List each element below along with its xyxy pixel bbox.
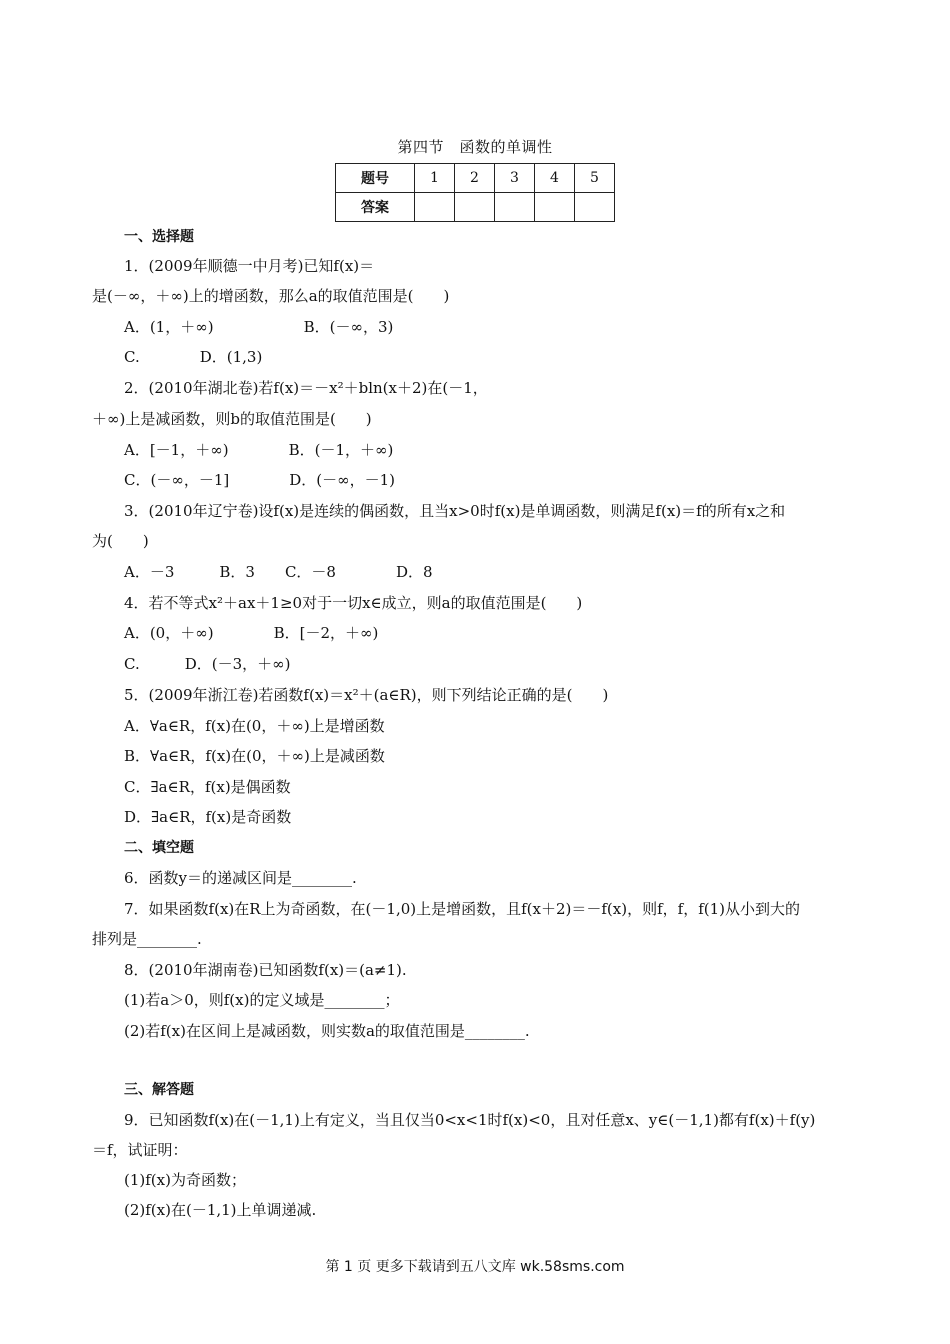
option-line: C. D．(1,3) (124, 348, 263, 366)
question-line: 1．(2009年顺德一中月考)已知f(x)＝ (124, 257, 375, 275)
question-line: 2．(2010年湖北卷)若f(x)＝－x²＋bln(x＋2)在(－1， (124, 379, 488, 397)
page-footer: 第 1 页 更多下载请到五八文库 wk.58sms.com (325, 1259, 625, 1275)
question-line: (2)若f(x)在区间上是减函数，则实数a的取值范围是________. (124, 1022, 530, 1040)
option-line: A．∀a∈R，f(x)在(0，＋∞)上是增函数 (124, 717, 385, 735)
table-cell-answer (575, 193, 615, 222)
question-line: ＝f，试证明： (92, 1141, 188, 1159)
table-cell-number: 2 (455, 164, 495, 193)
table-cell-answer (415, 193, 455, 222)
section-heading: 三、解答题 (124, 1082, 194, 1098)
question-line: 排列是________. (92, 930, 202, 948)
table-cell-answer (455, 193, 495, 222)
option-line: D．∃a∈R，f(x)是奇函数 (124, 808, 292, 826)
table-cell-number: 5 (575, 164, 615, 193)
option-line: A．(1，＋∞) B．(－∞，3) (124, 318, 394, 336)
question-line: 5．(2009年浙江卷)若函数f(x)＝x²＋(a∈R)，则下列结论正确的是( ) (124, 686, 609, 704)
table-row (336, 164, 615, 193)
page-title: 第四节 函数的单调性 (397, 138, 553, 156)
table-cell-number: 4 (535, 164, 575, 193)
table-row-header: 题号 (336, 164, 415, 193)
option-line: A．(0，＋∞) B．[－2，＋∞) (124, 624, 379, 642)
option-line: C．∃a∈R，f(x)是偶函数 (124, 778, 291, 796)
question-line: 9．已知函数f(x)在(－1,1)上有定义，当且仅当0<x<1时f(x)<0，且对任意x、y∈(－1,1)都有f(x)＋f(y) (124, 1111, 816, 1129)
option-line: C. D．(－3，＋∞) (124, 655, 291, 673)
question-line: 3．(2010年辽宁卷)设f(x)是连续的偶函数，且当x>0时f(x)是单调函数，则满足f(x)＝f的所有x之和 (124, 502, 786, 520)
section-heading: 一、选择题 (124, 229, 194, 245)
question-line: (1)f(x)为奇函数； (124, 1171, 246, 1189)
question-line: 7．如果函数f(x)在R上为奇函数，在(－1,0)上是增函数，且f(x＋2)＝－f(x)，则f，f，f(1)从小到大的 (124, 900, 800, 918)
table-cell-answer (495, 193, 535, 222)
table-row-header: 答案 (336, 193, 415, 222)
table-cell-number: 1 (415, 164, 455, 193)
question-line: (1)若a＞0，则f(x)的定义域是________； (124, 991, 400, 1009)
option-line: A．[－1，＋∞) B．(－1，＋∞) (124, 441, 394, 459)
question-line: 8．(2010年湖南卷)已知函数f(x)＝(a≠1). (124, 961, 407, 979)
table-row (336, 193, 615, 222)
table-cell-number: 3 (495, 164, 535, 193)
question-line: (2)f(x)在(－1,1)上单调递减. (124, 1201, 317, 1219)
option-line: B．∀a∈R，f(x)在(0，＋∞)上是减函数 (124, 747, 385, 765)
option-line: C．(－∞，－1] D．(－∞，－1) (124, 471, 395, 489)
answer-table (335, 163, 615, 222)
option-line: A．－3 B．3 C．－8 D．8 (124, 563, 433, 581)
question-line: 6．函数y＝的递减区间是________. (124, 869, 357, 887)
question-line: 为( ) (92, 532, 149, 550)
question-line: ＋∞)上是减函数，则b的取值范围是( ) (92, 410, 372, 428)
question-line: 是(－∞，＋∞)上的增函数，那么a的取值范围是( ) (92, 287, 450, 305)
section-heading: 二、填空题 (124, 840, 194, 856)
question-line: 4．若不等式x²＋ax＋1≥0对于一切x∈成立，则a的取值范围是( ) (124, 594, 583, 612)
table-cell-answer (535, 193, 575, 222)
